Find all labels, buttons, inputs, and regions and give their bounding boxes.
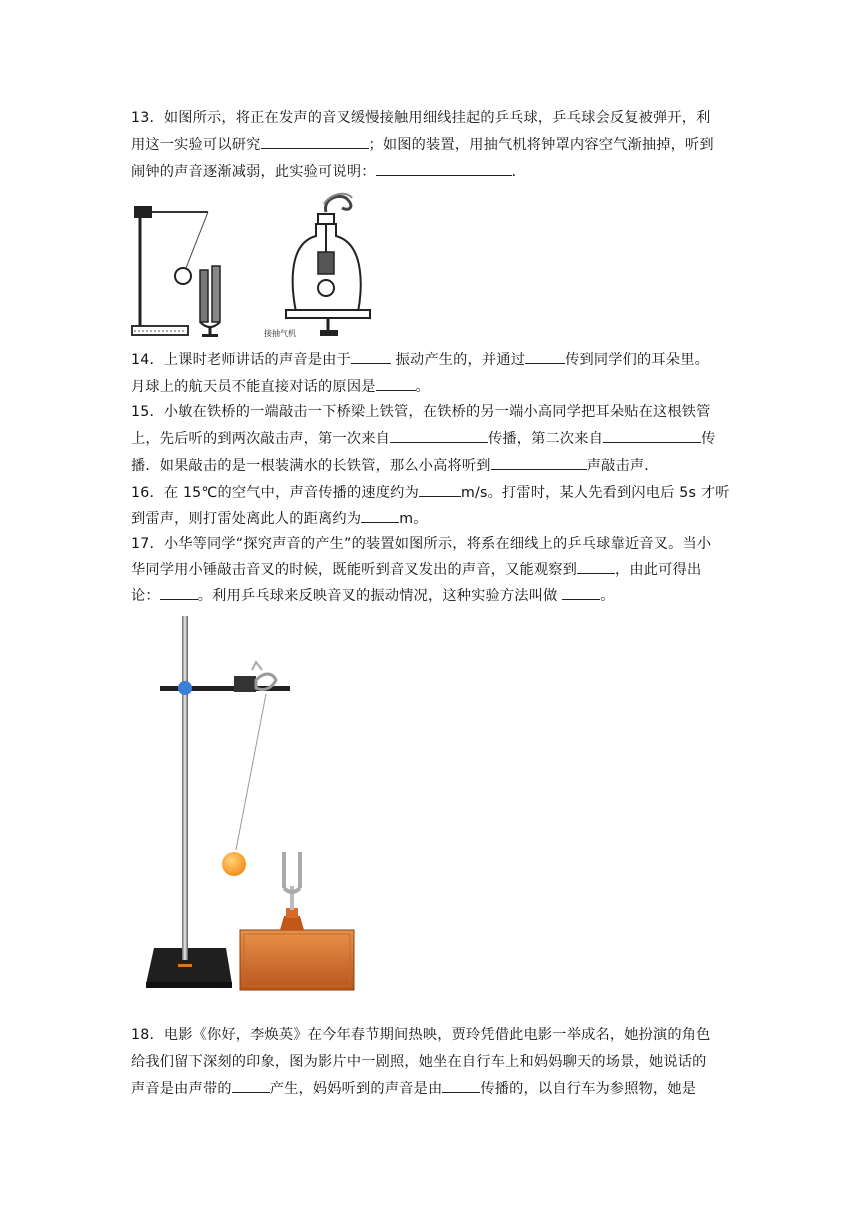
- q13-line-1: [131, 107, 711, 129]
- q14-text: 。: [415, 379, 430, 395]
- answer-blank[interactable]: [351, 349, 391, 364]
- answer-blank[interactable]: [491, 455, 587, 470]
- q15-line-2: [131, 428, 715, 450]
- answer-blank[interactable]: [261, 134, 369, 149]
- q15-text: 传播，第二次来自: [487, 431, 604, 447]
- q17-text: 。: [600, 588, 615, 604]
- q18-line-1: [131, 1024, 711, 1046]
- q15-line-3: [131, 455, 659, 477]
- q16-line-2: [131, 508, 428, 530]
- q15-line-1: [131, 401, 711, 423]
- q16-text: m。: [399, 511, 428, 527]
- q14-line-1: [131, 349, 709, 371]
- q14-line-2: [131, 376, 430, 398]
- q13-line-3: [131, 161, 526, 183]
- answer-blank[interactable]: [376, 376, 416, 391]
- q15-text: 播．如果敲击的是一根装满水的长铁管，那么小高将听到: [131, 458, 491, 474]
- q18-text: 18．电影《你好，李焕英》在今年春节期间热映，贾玲凭借此电影一举成名，她扮演的角色: [131, 1027, 711, 1043]
- q16-text: 16．在 15℃的空气中，声音传播的速度约为: [131, 485, 419, 501]
- q14-text: 传到同学们的耳朵里。: [565, 352, 709, 368]
- q13-text: ．: [511, 164, 526, 180]
- q17-text: 论：: [131, 588, 160, 604]
- answer-blank[interactable]: [603, 428, 701, 443]
- q17-text: 华同学用小锤敲击音叉的时候，既能听到音叉发出的声音，又能观察到: [131, 562, 578, 578]
- q17-text: 。利用乒乓球来反映音叉的振动情况，这种实验方法叫做: [197, 588, 563, 604]
- q14-text: 振动产生的，并通过: [390, 352, 526, 368]
- q17-line-3: [131, 585, 615, 607]
- q14-text: 月球上的航天员不能直接对话的原因是: [131, 379, 376, 395]
- q18-text: 传播的，以自行车为参照物，她是: [480, 1081, 697, 1097]
- q18-text: 给我们留下深刻的印象，图为影片中一剧照，她坐在自行车上和妈妈聊天的场景，她说话的: [131, 1054, 707, 1070]
- tuning-fork-pendulum-figure: [130, 200, 260, 340]
- q15-text: 传: [701, 431, 716, 447]
- answer-blank[interactable]: [160, 585, 198, 600]
- q16-text: m/s。打雷时，某人先看到闪电后 5s 才听: [460, 485, 730, 501]
- q18-text: 声音是由声带的: [131, 1081, 232, 1097]
- answer-blank[interactable]: [577, 559, 615, 574]
- answer-blank[interactable]: [361, 508, 399, 523]
- answer-blank[interactable]: [390, 428, 488, 443]
- answer-blank[interactable]: [419, 482, 461, 497]
- answer-blank[interactable]: [525, 349, 565, 364]
- answer-blank[interactable]: [376, 161, 512, 176]
- tuning-fork-photo-figure: [140, 612, 370, 994]
- q13-text: 用这一实验可以研究: [131, 137, 261, 153]
- q17-line-2: [131, 559, 701, 581]
- q15-text: 上，先后听的到两次敲击声，第一次来自: [131, 431, 390, 447]
- q15-text: 声敲击声．: [586, 458, 659, 474]
- q14-text: 14．上课时老师讲话的声音是由于: [131, 352, 351, 368]
- q18-text: 产生，妈妈听到的声音是由: [269, 1081, 443, 1097]
- q17-text: 17．小华等同学“探究声音的产生”的装置如图所示，将系在细线上的乒乓球靠近音叉。当小: [131, 536, 712, 552]
- q13-line-2: [131, 134, 714, 156]
- q13-text: 13．如图所示，将正在发声的音叉缓慢接触用细线挂起的乒乓球，乒乓球会反复被弹开，利: [131, 110, 711, 126]
- answer-blank[interactable]: [442, 1078, 480, 1093]
- q13-text: 闹钟的声音逐渐减弱，此实验可说明：: [131, 164, 376, 180]
- q17-line-1: [131, 533, 711, 555]
- answer-blank[interactable]: [232, 1078, 270, 1093]
- bell-jar-figure: [262, 192, 392, 342]
- q17-text: ，由此可得出: [615, 562, 702, 578]
- bell-jar-caption: 接抽气机: [264, 329, 296, 338]
- q18-line-3: [131, 1078, 696, 1100]
- q16-text: 到雷声，则打雷处离此人的距离约为: [131, 511, 362, 527]
- q15-text: 15．小敏在铁桥的一端敲击一下桥梁上铁管，在铁桥的另一端小高同学把耳朵贴在这根铁管: [131, 404, 711, 420]
- q18-line-2: [131, 1051, 707, 1073]
- q13-text: ；如图的装置，用抽气机将钟罩内容空气渐抽掉，听到: [368, 137, 714, 153]
- q16-line-1: [131, 482, 730, 504]
- answer-blank[interactable]: [562, 585, 600, 600]
